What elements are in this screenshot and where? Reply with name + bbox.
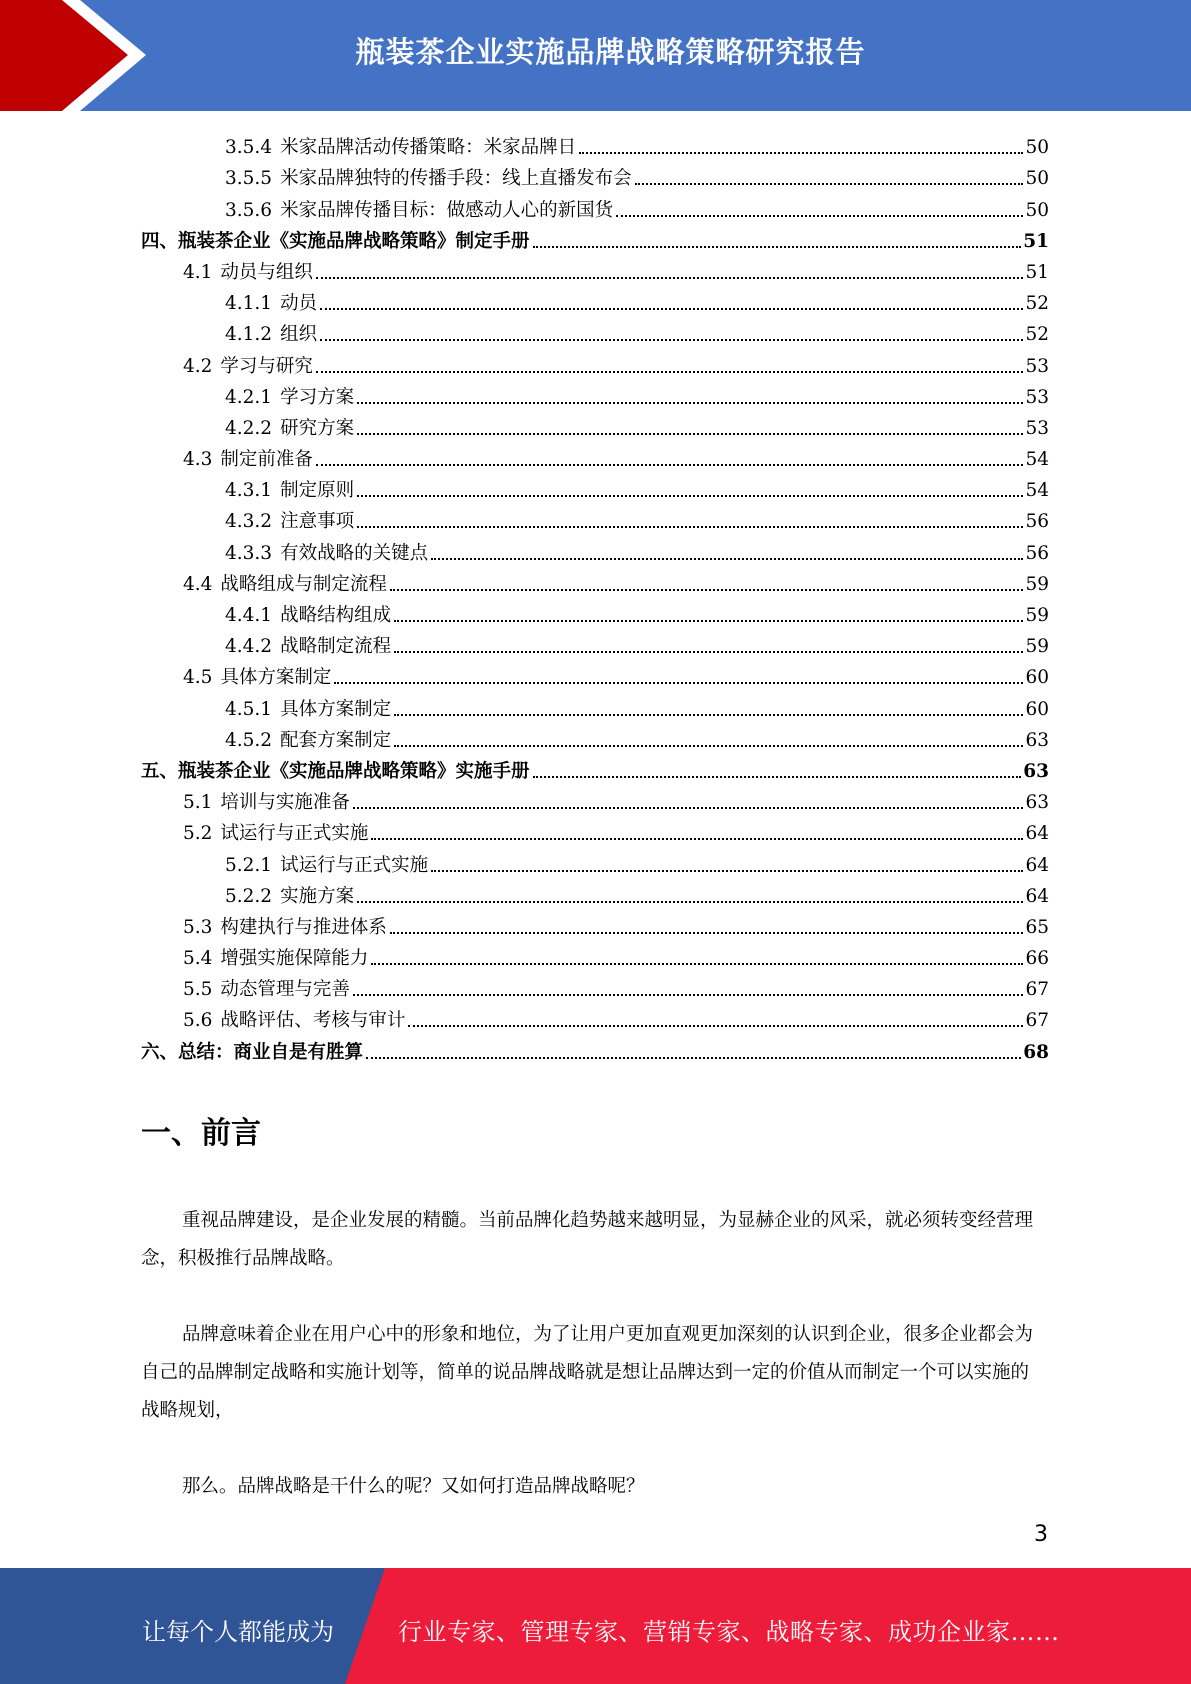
toc-entry-title: 米家品牌活动传播策略：米家品牌日 — [280, 137, 577, 159]
toc-entry-page: 53 — [1025, 355, 1049, 377]
toc-dot-leader — [357, 526, 1023, 528]
toc-dot-leader — [366, 1057, 1021, 1059]
toc-entry[interactable] — [141, 1032, 1049, 1063]
toc-entry-page: 60 — [1025, 667, 1049, 689]
toc-entry-number: 5.2 — [183, 823, 213, 845]
page-header — [0, 0, 1191, 111]
toc-entry-title: 制定前准备 — [220, 449, 313, 471]
toc-dot-leader — [616, 215, 1023, 217]
toc-entry-title: 研究方案 — [280, 417, 355, 439]
toc-entry[interactable] — [141, 190, 1049, 221]
toc-entry-title: 具体方案制定 — [280, 698, 392, 720]
toc-entry-title: 战略制定流程 — [280, 636, 392, 658]
toc-entry[interactable] — [141, 627, 1049, 658]
toc-entry-number: 5.2.1 — [225, 854, 273, 876]
toc-entry-page: 64 — [1025, 854, 1049, 876]
toc-entry-title: 组织 — [280, 324, 318, 346]
toc-entry-title: 米家品牌独特的传播手段：线上直播发布会 — [280, 168, 632, 190]
toc-entry-title: 动员 — [280, 293, 318, 315]
toc-dot-leader — [431, 870, 1023, 872]
toc-dot-leader — [431, 558, 1023, 560]
toc-entry[interactable] — [141, 814, 1049, 845]
toc-entry-page: 51 — [1025, 261, 1049, 283]
toc-entry-number: 5.2.2 — [225, 885, 273, 907]
toc-dot-leader — [353, 994, 1024, 996]
toc-dot-leader — [371, 838, 1023, 840]
toc-entry[interactable] — [141, 877, 1049, 908]
toc-entry-title: 动态管理与完善 — [220, 979, 350, 1001]
toc-entry-title: 构建执行与推进体系 — [220, 916, 387, 938]
toc-entry-page: 59 — [1025, 605, 1049, 626]
toc-entry-title: 配套方案制定 — [280, 729, 392, 751]
toc-entry-title: 六、总结：商业自是有胜算 — [141, 1041, 364, 1063]
toc-dot-leader — [316, 464, 1024, 466]
toc-entry-page: 56 — [1025, 511, 1049, 533]
toc-entry-title: 五、瓶装茶企业《实施品牌战略策略》实施手册 — [141, 760, 530, 782]
toc-entry-number: 4.5.2 — [225, 729, 273, 751]
toc-entry-page: 50 — [1025, 199, 1049, 221]
toc-dot-leader — [357, 433, 1023, 435]
toc-entry-page: 54 — [1025, 480, 1049, 502]
toc-dot-leader — [316, 371, 1024, 373]
toc-dot-leader — [320, 308, 1023, 310]
toc-entry-title: 增强实施保障能力 — [220, 948, 369, 970]
toc-dot-leader — [316, 277, 1024, 279]
toc-entry-page: 63 — [1023, 760, 1049, 782]
toc-dot-leader — [334, 682, 1023, 684]
toc-entry-title: 注意事项 — [280, 511, 355, 533]
toc-entry-number: 5.5 — [183, 979, 213, 1001]
toc-entry-title: 战略评估、考核与审计 — [220, 1010, 406, 1032]
toc-entry[interactable] — [141, 533, 1049, 564]
toc-entry-page: 59 — [1025, 573, 1049, 595]
toc-entry-page: 53 — [1025, 386, 1049, 408]
toc-dot-leader — [371, 963, 1023, 965]
toc-entry[interactable] — [141, 1001, 1049, 1032]
toc-entry-number: 4.2.2 — [225, 417, 273, 439]
toc-entry-number: 4.1.1 — [225, 293, 273, 315]
toc-entry[interactable] — [141, 409, 1049, 440]
toc-entry-number: 4.5 — [183, 667, 213, 689]
toc-dot-leader — [357, 495, 1023, 497]
toc-entry-title: 米家品牌传播目标：做感动人心的新国货 — [280, 199, 614, 221]
toc-entry-number: 3.5.4 — [225, 137, 273, 159]
toc-dot-leader — [394, 714, 1023, 716]
toc-entry[interactable] — [141, 378, 1049, 409]
toc-entry[interactable] — [141, 502, 1049, 533]
page-footer — [0, 1568, 1191, 1684]
toc-entry[interactable] — [141, 315, 1049, 346]
toc-entry-title: 学习方案 — [280, 386, 355, 408]
toc-entry-page: 51 — [1023, 230, 1049, 252]
toc-dot-leader — [533, 776, 1022, 778]
toc-entry-page: 65 — [1025, 916, 1049, 938]
toc-entry-title: 四、瓶装茶企业《实施品牌战略策略》制定手册 — [141, 230, 530, 252]
toc-dot-leader — [394, 651, 1023, 653]
toc-entry[interactable] — [141, 284, 1049, 315]
toc-dot-leader — [579, 152, 1023, 154]
toc-entry[interactable] — [141, 222, 1049, 253]
toc-entry-number: 4.3.1 — [225, 480, 273, 502]
toc-entry[interactable] — [141, 128, 1049, 159]
toc-entry-title: 有效战略的关键点 — [280, 542, 429, 564]
toc-entry-title: 试运行与正式实施 — [220, 823, 369, 845]
toc-entry-number: 4.1.2 — [225, 324, 273, 346]
toc-entry-page: 64 — [1025, 885, 1049, 907]
paragraph: 品牌意味着企业在用户心中的形象和地位，为了让用户更加直观更加深刻的认识到企业，很多企业都会为自己的品牌制定战略和实施计划等，简单的说品牌战略就是想让品牌达到一定的价值从而制定一个可以实施的战略规划， — [141, 1324, 1034, 1421]
toc-entry-number: 4.3.3 — [225, 542, 273, 564]
toc-entry[interactable] — [141, 159, 1049, 190]
toc-entry[interactable] — [141, 908, 1049, 939]
page-number: 3 — [1034, 1522, 1048, 1547]
toc-entry-title: 试运行与正式实施 — [280, 854, 429, 876]
toc-entry-number: 4.3 — [183, 449, 213, 471]
header-title: 瓶装茶企业实施品牌战略策略研究报告 — [355, 35, 866, 69]
toc-entry-number: 4.5.1 — [225, 698, 273, 720]
toc-entry[interactable] — [141, 783, 1049, 814]
toc-dot-leader — [533, 246, 1022, 248]
toc-entry[interactable] — [141, 440, 1049, 471]
toc-entry-page: 63 — [1025, 729, 1049, 751]
toc-entry-page: 52 — [1025, 324, 1049, 346]
toc-entry-page: 54 — [1025, 449, 1049, 471]
toc-dot-leader — [394, 745, 1023, 747]
toc-entry[interactable] — [141, 565, 1049, 596]
toc-entry-number: 5.1 — [183, 792, 213, 814]
toc-entry-page: 67 — [1025, 1010, 1049, 1032]
toc-entry[interactable] — [141, 596, 1049, 627]
toc-entry-number: 4.4.2 — [225, 636, 273, 658]
toc-entry[interactable] — [141, 845, 1049, 876]
toc-dot-leader — [320, 339, 1023, 341]
toc-entry[interactable] — [141, 658, 1049, 689]
toc-entry-number: 4.4.1 — [225, 605, 273, 626]
paragraph: 重视品牌建设，是企业发展的精髓。当前品牌化趋势越来越明显，为显赫企业的风采，就必须转变经营理念，积极推行品牌战略。 — [141, 1210, 1034, 1269]
toc-entry-page: 64 — [1025, 823, 1049, 845]
toc-dot-leader — [390, 932, 1024, 934]
footer-slogan-left: 让每个人都能成为 — [142, 1618, 334, 1646]
toc-dot-leader — [394, 620, 1023, 622]
toc-entry-number: 4.1 — [183, 261, 213, 283]
toc-entry-page: 53 — [1025, 417, 1049, 439]
toc-entry-number: 3.5.6 — [225, 199, 273, 221]
section-title: 一、前言 — [141, 1116, 261, 1151]
toc-dot-leader — [353, 807, 1024, 809]
toc-dot-leader — [357, 901, 1023, 903]
toc-dot-leader — [635, 183, 1024, 185]
toc-entry-title: 战略组成与制定流程 — [220, 573, 387, 595]
toc-entry[interactable] — [141, 752, 1049, 783]
toc-entry[interactable] — [141, 471, 1049, 502]
toc-entry[interactable] — [141, 721, 1049, 752]
toc-entry-number: 3.5.5 — [225, 168, 273, 190]
toc-entry-page: 60 — [1025, 698, 1049, 720]
toc-entry[interactable] — [141, 253, 1049, 284]
toc-entry-number: 5.3 — [183, 916, 213, 938]
toc-dot-leader — [390, 589, 1024, 591]
toc-entry-title: 具体方案制定 — [220, 667, 332, 689]
toc-entry[interactable] — [141, 689, 1049, 720]
toc-entry-number: 5.6 — [183, 1010, 213, 1032]
toc-entry-title: 培训与实施准备 — [220, 792, 350, 814]
toc-entry-title: 制定原则 — [280, 480, 355, 502]
paragraph: 那么。品牌战略是干什么的呢？又如何打造品牌战略呢？ — [182, 1476, 645, 1497]
toc-entry-page: 63 — [1025, 792, 1049, 814]
toc-entry[interactable] — [141, 939, 1049, 970]
toc-entry-title: 战略结构组成 — [280, 605, 392, 626]
toc-dot-leader — [408, 1025, 1023, 1027]
toc-entry-page: 56 — [1025, 542, 1049, 564]
toc-entry-title: 实施方案 — [280, 885, 355, 907]
toc-entry-number: 4.4 — [183, 573, 213, 595]
table-of-contents — [141, 128, 1049, 1064]
toc-entry-page: 67 — [1025, 979, 1049, 1001]
toc-entry-number: 4.2.1 — [225, 386, 273, 408]
footer-slogan-right: 行业专家、管理专家、营销专家、战略专家、成功企业家…… — [398, 1618, 1060, 1646]
toc-entry-number: 4.3.2 — [225, 511, 273, 533]
toc-entry-page: 50 — [1025, 168, 1049, 190]
toc-entry-number: 4.2 — [183, 355, 213, 377]
toc-entry-page: 68 — [1023, 1041, 1049, 1063]
toc-dot-leader — [357, 402, 1023, 404]
toc-entry-title: 动员与组织 — [220, 261, 313, 283]
toc-entry[interactable] — [141, 970, 1049, 1001]
toc-entry-page: 50 — [1025, 137, 1049, 159]
toc-entry-page: 66 — [1025, 948, 1049, 970]
toc-entry-page: 52 — [1025, 293, 1049, 315]
toc-entry-number: 5.4 — [183, 948, 213, 970]
toc-entry-title: 学习与研究 — [220, 355, 313, 377]
toc-entry-page: 59 — [1025, 636, 1049, 658]
toc-entry[interactable] — [141, 346, 1049, 377]
